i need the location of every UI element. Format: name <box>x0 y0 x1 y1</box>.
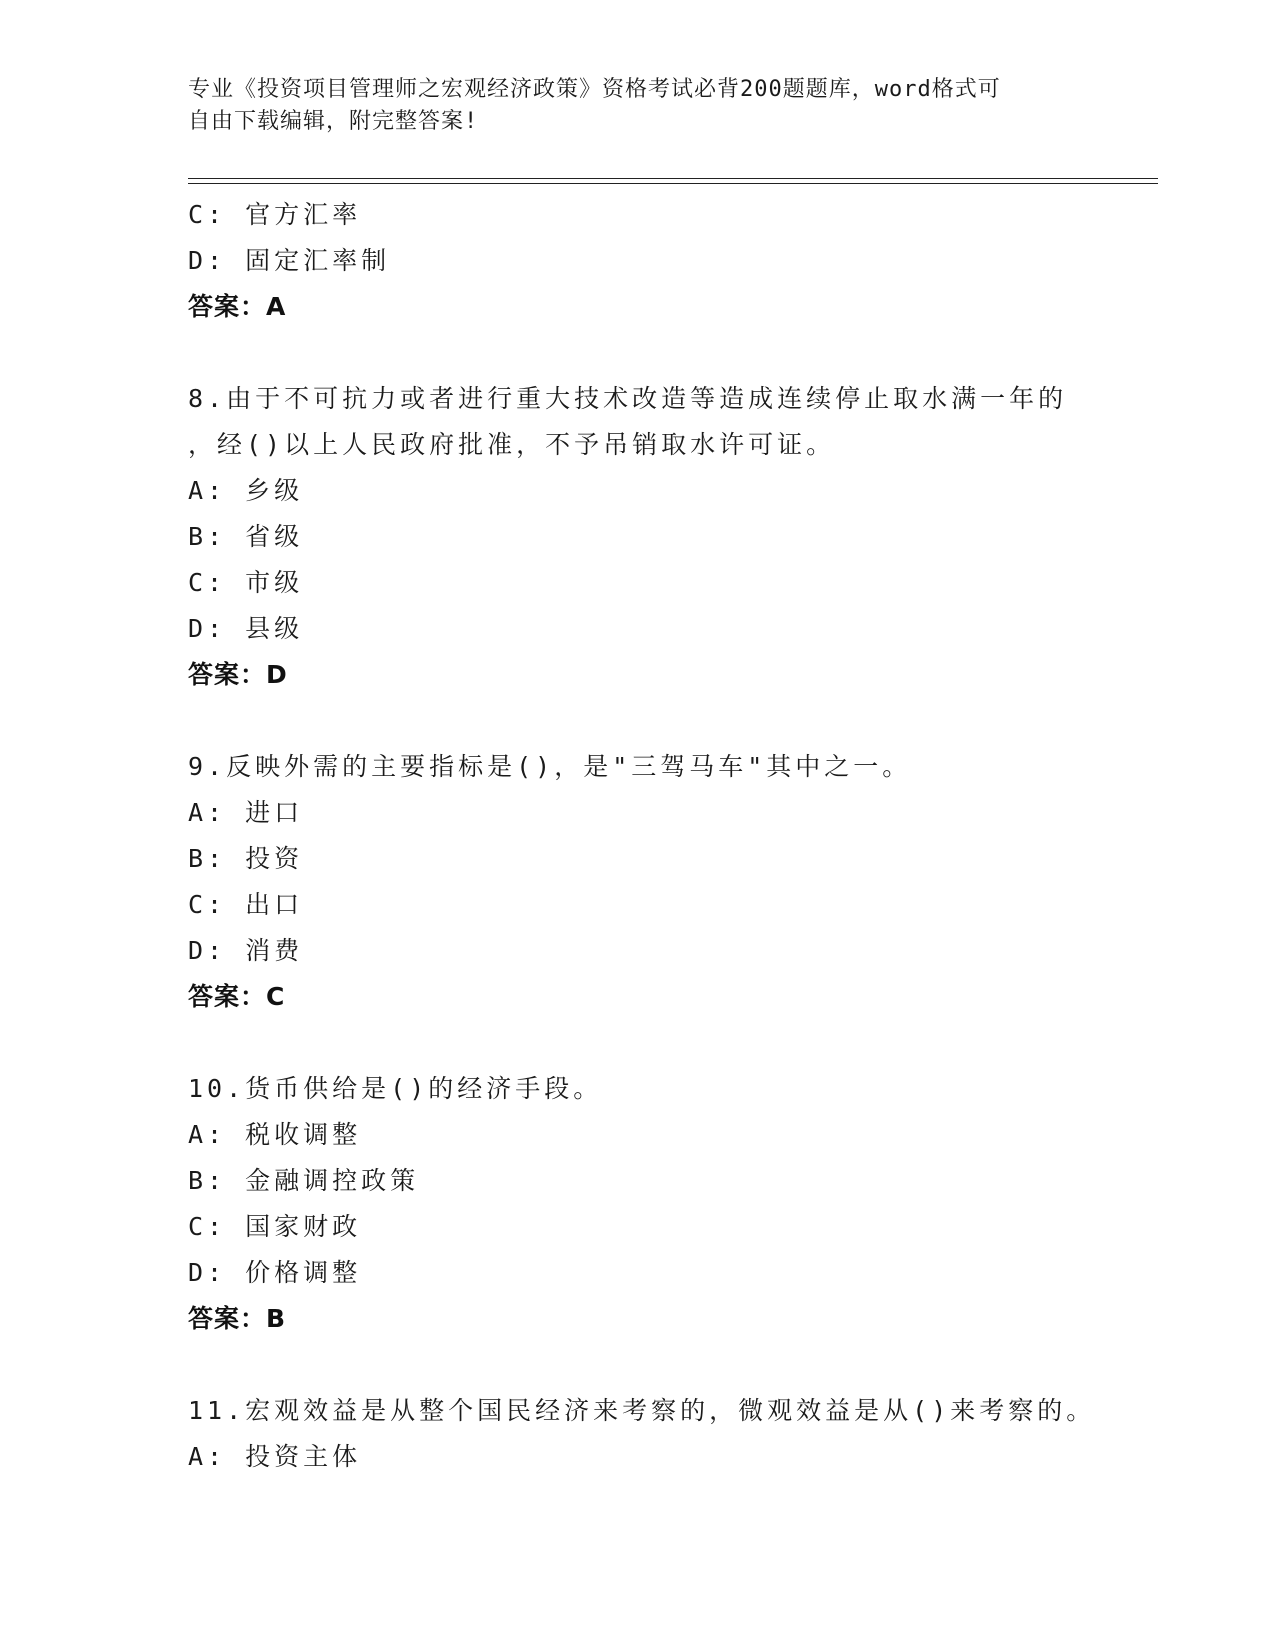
question-stem: ，经()以上人民政府批准，不予吊销取水许可证。 <box>188 430 836 459</box>
document-header <box>188 74 1068 138</box>
option-b: B: 投资 <box>188 844 304 873</box>
answer-label: 答案：D <box>188 660 288 689</box>
option-d: D: 消费 <box>188 936 304 965</box>
question-9 <box>188 744 1088 1020</box>
question-stem: 11.宏观效益是从整个国民经济来考察的，微观效益是从()来考察的。 <box>188 1396 1096 1425</box>
answer-label: 答案：C <box>188 982 286 1011</box>
option-c: C: 市级 <box>188 568 304 597</box>
option-a: A: 乡级 <box>188 476 304 505</box>
question-stem: 9.反映外需的主要指标是()，是"三驾马车"其中之一。 <box>188 752 912 781</box>
option-c: C: 官方汇率 <box>188 200 362 229</box>
question-list <box>188 192 1096 1480</box>
question-10 <box>188 1066 1088 1342</box>
option-b: B: 金融调控政策 <box>188 1166 420 1195</box>
question-11 <box>188 1388 1096 1480</box>
header-line-2: 自由下载编辑，附完整答案! <box>188 109 479 134</box>
option-a: A: 进口 <box>188 798 304 827</box>
option-b: B: 省级 <box>188 522 304 551</box>
question-7-continued <box>188 192 1088 330</box>
question-8 <box>188 376 1088 698</box>
option-a: A: 投资主体 <box>188 1442 362 1471</box>
option-a: A: 税收调整 <box>188 1120 362 1149</box>
option-c: C: 国家财政 <box>188 1212 362 1241</box>
question-stem: 8.由于不可抗力或者进行重大技术改造等造成连续停止取水满一年的 <box>188 384 1068 413</box>
spacer <box>188 330 1088 376</box>
option-d: D: 县级 <box>188 614 304 643</box>
option-d: D: 固定汇率制 <box>188 246 391 275</box>
question-stem: 10.货币供给是()的经济手段。 <box>188 1074 603 1103</box>
header-divider-bottom <box>188 183 1158 184</box>
header-divider-top <box>188 178 1158 179</box>
option-c: C: 出口 <box>188 890 304 919</box>
spacer <box>188 1020 1088 1066</box>
answer-label: 答案：B <box>188 1304 287 1333</box>
option-d: D: 价格调整 <box>188 1258 362 1287</box>
spacer <box>188 1342 1088 1388</box>
header-line-1: 专业《投资项目管理师之宏观经济政策》资格考试必背200题题库，word格式可 <box>188 77 1001 102</box>
answer-label: 答案：A <box>188 292 287 321</box>
spacer <box>188 698 1088 744</box>
